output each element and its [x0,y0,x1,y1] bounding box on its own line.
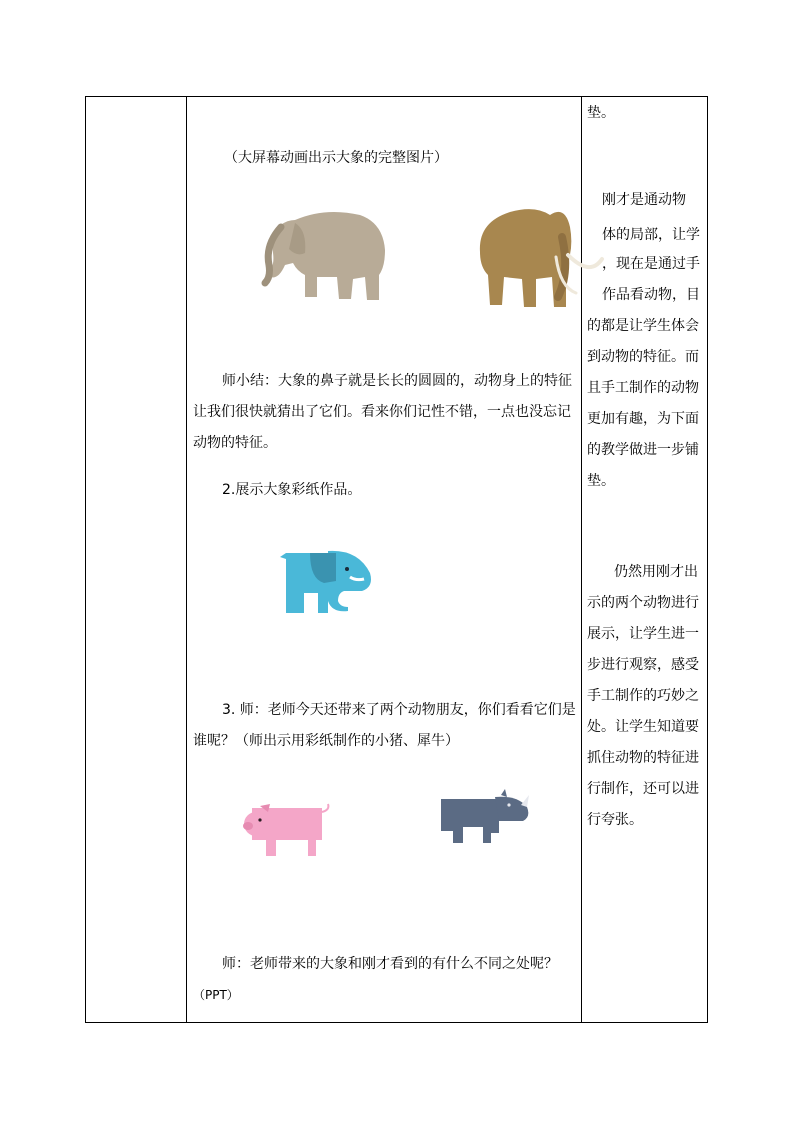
right-para2-line-5: 手工制作的巧妙之 [587,688,699,704]
summary-line-1: 师小结：大象的鼻子就是长长的圆圆的，动物身上的特征 [222,373,572,389]
right-para1-line-2: 体的局部，让学 [602,227,700,243]
right-para1-line-6: 到动物的特征。而 [587,349,699,365]
right-para1-line-10: 垫。 [587,473,615,489]
right-para2-line-1: 仍然用刚才出 [614,564,698,580]
caption-elephant-picture: （大屏幕动画出示大象的完整图片） [224,150,448,166]
right-para1-line-5: 的都是让学生体会 [587,318,699,334]
summary-line-3: 动物的特征。 [193,435,277,451]
question-line-1: 师：老师带来的大象和刚才看到的有什么不同之处呢？ [222,956,558,972]
paper-rhino-image [437,787,532,847]
elephant-photo [255,205,395,305]
right-para1-line-4: 作品看动物，目 [602,287,700,303]
right-para2-line-9: 行夸张。 [587,812,643,828]
paper-pig-image [242,800,334,860]
right-para2-line-8: 行制作，还可以进 [587,781,699,797]
question-line-2: （PPT） [193,988,239,1002]
right-para1-line-7: 且手工制作的动物 [587,380,699,396]
item-3-line-1: 3. 师：老师今天还带来了两个动物朋友，你们看看它们是 [222,702,576,718]
right-para1-line-9: 的教学做进一步铺 [587,442,699,458]
mammoth-photo [470,197,605,312]
right-para1-line-1: 刚才是通动物 [602,192,686,208]
right-para2-line-7: 抓住动物的特征进 [587,750,699,766]
right-para2-line-3: 展示，让学生进一 [587,626,699,642]
summary-line-2: 让我们很快就猜出了它们。看来你们记性不错，一点也没忘记 [193,404,571,420]
column-divider-1 [186,97,187,1022]
right-para2-line-6: 处。让学生知道要 [587,719,699,735]
right-para1-line-8: 更加有趣，为下面 [587,411,699,427]
paper-elephant-image [280,545,375,615]
right-para2-line-4: 步进行观察，感受 [587,657,699,673]
right-para2-line-2: 示的两个动物进行 [587,595,699,611]
right-para1-line-3: ，现在是通过手 [602,256,700,272]
item-2-text: 2.展示大象彩纸作品。 [222,482,362,498]
item-3-line-2: 谁呢？（师出示用彩纸制作的小猪、犀牛） [193,733,459,749]
right-top-text: 垫。 [587,105,615,121]
